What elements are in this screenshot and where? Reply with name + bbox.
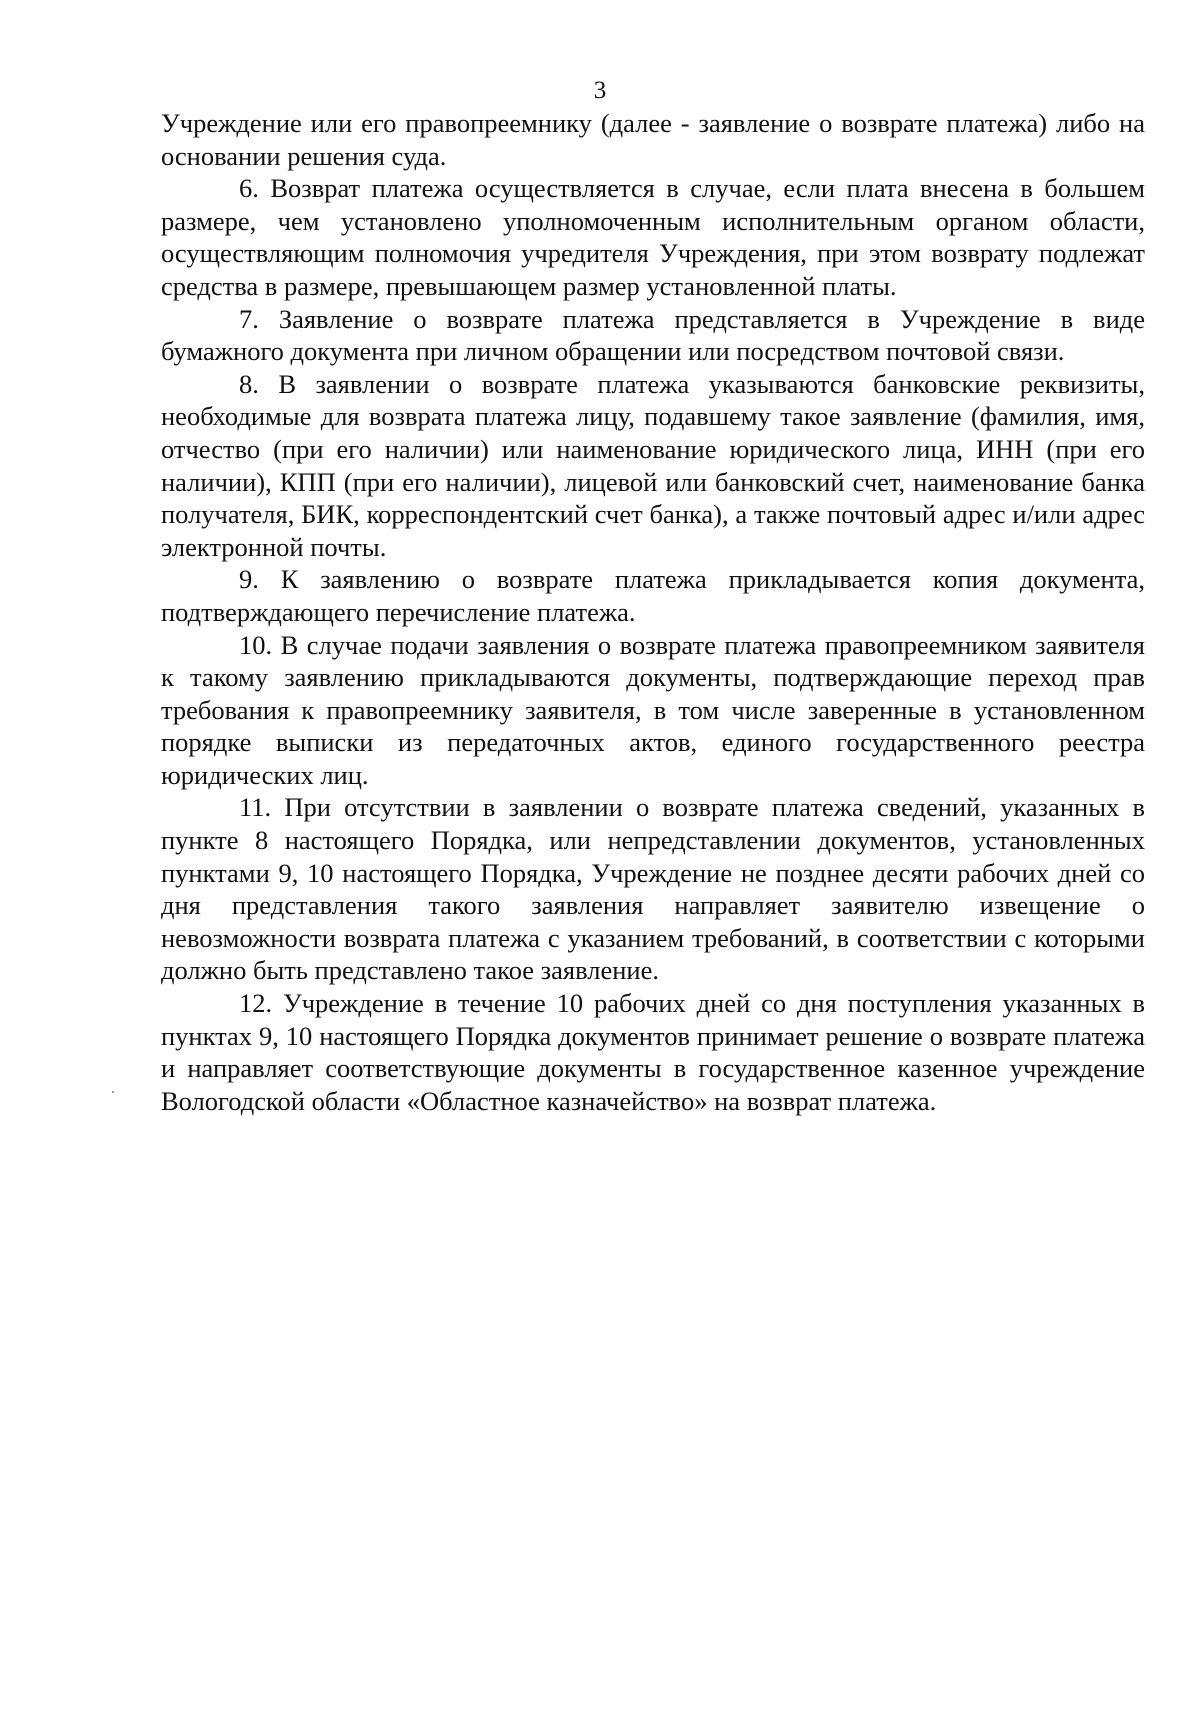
scan-speck: [112, 1091, 114, 1093]
paragraph-6: 6. Возврат платежа осуществляется в случае, если плата внесена в большем размере, чем установлено уполномоченным исполнительным органом области, осуществляющим полномочия учредителя Учреждения, при этом возврату подлежат средства в размере, превышающем размер установленной платы.: [161, 173, 1145, 301]
paragraph-7: 7. Заявление о возврате платежа представляется в Учреждение в виде бумажного документа при личном обращении или посредством почтовой связи.: [161, 303, 1145, 367]
page-number: 3: [593, 77, 607, 104]
paragraph-8: 8. В заявлении о возврате платежа указываются банковские реквизиты, необходимые для возврата платежа лицу, подавшему такое заявление (фамилия, имя, отчество (при его наличии) или наименование юридического лица, ИНН (при его наличии), КПП (при его наличии), лицевой или банковский счет, наименование банка получателя, БИК, корреспондентский счет банка), а также почтовый адрес и/или адрес электронной почты.: [161, 368, 1145, 562]
paragraph-9: 9. К заявлению о возврате платежа прикладывается копия документа, подтверждающего перечисление платежа.: [161, 564, 1145, 627]
paragraph-12: 12. Учреждение в течение 10 рабочих дней со дня поступления указанных в пунктах 9, 10 настоящего Порядка документов принимает решение о возврате платежа и направляет соответствующие документы в государственное казенное учреждение Вологодской области «Областное казначейство» на возврат платежа.: [161, 988, 1145, 1116]
paragraph-continuation: Учреждение или его правопреемнику (далее - заявление о возврате платежа) либо на основании решения суда.: [161, 108, 1145, 171]
paragraph-11: 11. При отсутствии в заявлении о возврате платежа сведений, указанных в пункте 8 настоящего Порядка, или непредставлении документов, установленных пунктами 9, 10 настоящего Порядка, Учреждение не позднее десяти рабочих дней со дня представления такого заявления направляет заявителю извещение о невозможности возврата платежа с указанием требований, в соответствии с которыми должно быть представлено такое заявление.: [161, 792, 1145, 986]
paragraph-10: 10. В случае подачи заявления о возврате платежа правопреемником заявителя к такому заявлению прикладываются документы, подтверждающие переход прав требования к правопреемнику заявителя, в том числе заверенные в установленном порядке выписки из передаточных актов, единого государственного реестра юридических лиц.: [161, 629, 1145, 790]
document-body: [161, 107, 1145, 1117]
